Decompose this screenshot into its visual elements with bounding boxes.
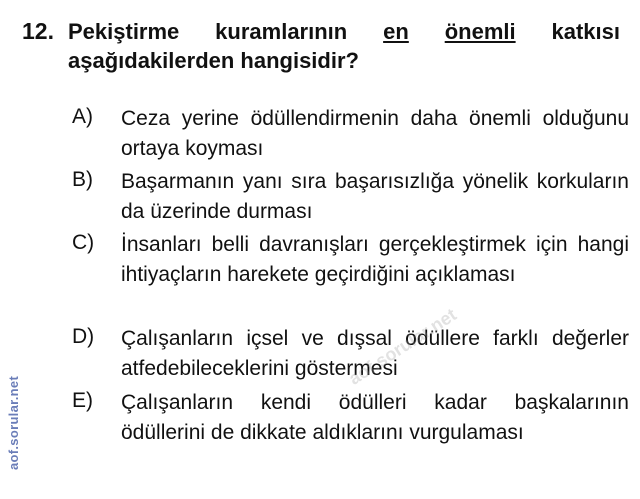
question-number: 12. bbox=[22, 18, 54, 44]
option-d-letter: D) bbox=[72, 325, 95, 348]
stem-space bbox=[409, 19, 445, 44]
stem-emphasis-en: en bbox=[383, 19, 409, 44]
option-a-letter: A) bbox=[72, 105, 93, 128]
stem-emphasis-onemli: önemli bbox=[444, 19, 516, 44]
option-e-letter: E) bbox=[72, 389, 93, 412]
option-e-text: Çalışanların kendi ödülleri kadar başkalarının ödüllerini de dikkate aldıklarını vurgulaması bbox=[121, 391, 629, 444]
option-a-text: Ceza yerine ödüllendirmenin daha önemli olduğunu ortaya koyması bbox=[121, 107, 629, 160]
question-stem bbox=[68, 17, 620, 75]
option-b-letter: B) bbox=[72, 168, 93, 191]
side-watermark: aof.sorular.net bbox=[6, 375, 21, 470]
option-b-text: Başarmanın yanı sıra başarısızlığa yönelik korkuların da üzerinde durması bbox=[121, 170, 629, 223]
diagonal-watermark: aof.sorular.net bbox=[345, 304, 460, 389]
stem-text-end: katkısı aşağıdakilerden hangisidir? bbox=[68, 19, 620, 73]
option-d-text: Çalışanların içsel ve dışsal ödüllere farklı değerler atfedebileceklerini göstermesi bbox=[121, 327, 629, 380]
stem-text-start: Pekiştirme kuramlarının bbox=[68, 19, 384, 44]
option-c-text: İnsanları belli davranışları gerçekleştirmek için hangi ihtiyaçların harekete geçirdiğini açıklaması bbox=[121, 233, 629, 286]
option-c-letter: C) bbox=[72, 231, 95, 254]
